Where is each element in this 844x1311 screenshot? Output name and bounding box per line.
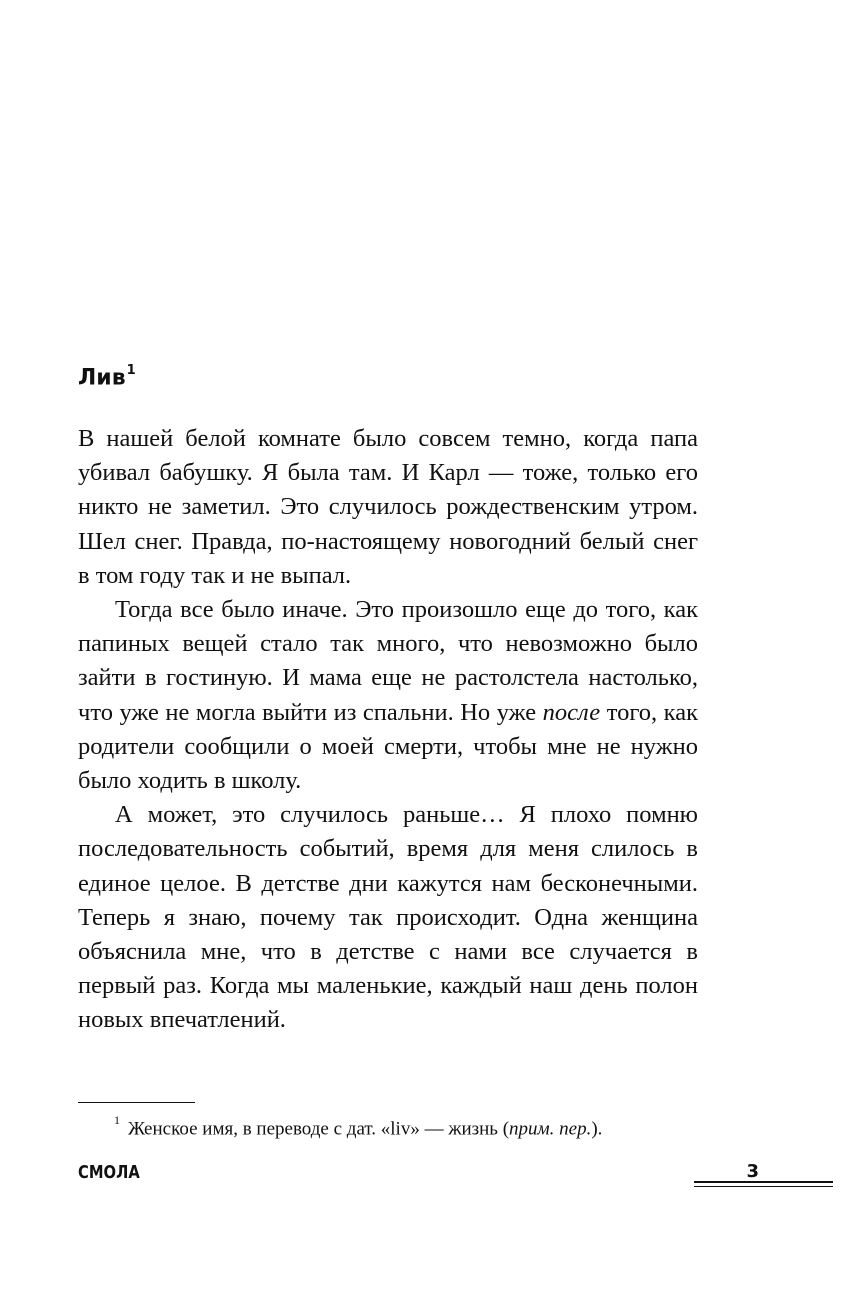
chapter-title-text: Лив bbox=[78, 365, 126, 391]
page-number-rule-thin bbox=[694, 1186, 833, 1187]
footnote bbox=[114, 1108, 714, 1144]
footnote-text-after: ). bbox=[591, 1118, 603, 1140]
footnote-reference[interactable]: 1 bbox=[126, 363, 136, 378]
paragraph-2-after: того, как родители сообщили о моей смерти, чтобы мне не нужно было ходить в школу. bbox=[78, 698, 698, 795]
paragraph-2-emphasis: после bbox=[542, 698, 601, 726]
running-title: СМОЛА bbox=[78, 1162, 140, 1183]
paragraph-3: А может, это случилось раньше… Я плохо помню последовательность событий, время для меня слилось в единое целое. В детстве дни кажутся нам бесконечными. Теперь я знаю, почему так происходит. Одна женщина объяснила мне, что в детстве с нами все случается в первый раз. Когда мы маленькие, каждый наш день полон новых впечатлений. bbox=[78, 801, 698, 1034]
paragraph-2 bbox=[78, 593, 698, 798]
footnote-divider bbox=[78, 1102, 195, 1103]
page-number: 3 bbox=[746, 1161, 759, 1182]
footnote-emphasis: прим. пер. bbox=[509, 1118, 592, 1140]
body-text bbox=[78, 422, 698, 1038]
chapter-title bbox=[78, 358, 136, 393]
page-number-rule-thick bbox=[694, 1181, 833, 1183]
paragraph-2-before: Тогда все было иначе. Это произошло еще до того, как папиных вещей стало так много, что невозможно было зайти в гостиную. И мама еще не растолстела настолько, что уже не могла выйти из спальни. Но уже bbox=[78, 596, 698, 726]
footnote-marker: 1 bbox=[114, 1113, 120, 1127]
paragraph-1: В нашей белой комнате было совсем темно, когда папа убивал бабушку. Я была там. И Карл — тоже, только его никто не заметил. Это случилось рождественским утром. Шел снег. Правда, по-настоящему новогодний белый снег в том году так и не выпал. bbox=[78, 425, 698, 589]
page-number-block bbox=[694, 1158, 833, 1188]
footnote-text-before: Женское имя, в переводе с дат. «liv» — жизнь ( bbox=[128, 1118, 510, 1140]
